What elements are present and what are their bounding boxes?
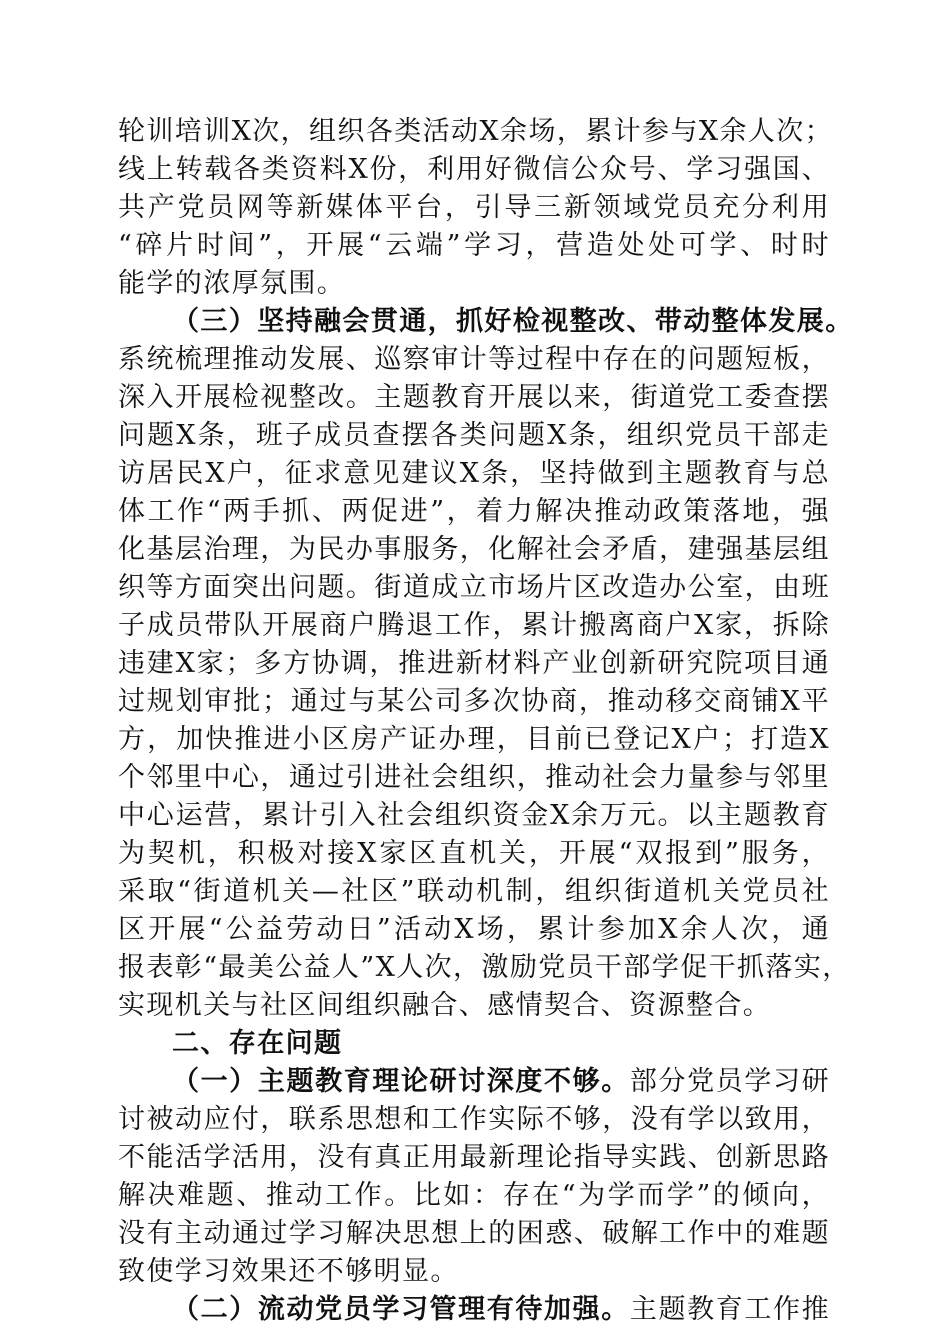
text-run: 主题教育工作推: [629, 1294, 830, 1325]
section-heading: 二、存在问题: [172, 1028, 343, 1059]
text-line: 线上转载各类资料X份，利用好微信公众号、学习强国、: [118, 154, 830, 185]
text-line: 织等方面突出问题。街道成立市场片区改造办公室，由班: [118, 572, 830, 603]
text-line: 为契机，积极对接X家区直机关，开展“双报到”服务，: [118, 838, 830, 869]
text-line: 问题X条，班子成员查摆各类问题X条，组织党员干部走: [118, 420, 830, 451]
text-line: 化基层治理，为民办事服务，化解社会矛盾，建强基层组: [118, 534, 830, 565]
text-line: 深入开展检视整改。主题教育开展以来，街道党工委查摆: [118, 382, 830, 413]
text-line: 轮训培训X次，组织各类活动X余场，累计参与X余人次；: [118, 116, 834, 147]
text-line: 系统梳理推动发展、巡察审计等过程中存在的问题短板，: [118, 344, 830, 375]
subsection-heading: （二）流动党员学习管理有待加强。: [172, 1294, 630, 1325]
subsection-heading: （三）坚持融会贯通，抓好检视整改、带动整体发展。: [172, 306, 854, 337]
text-line: 实现机关与社区间组织融合、感情契合、资源整合。: [118, 990, 772, 1021]
document-body: [118, 113, 854, 1329]
text-line: 个邻里中心，通过引进社会组织，推动社会力量参与邻里: [118, 762, 830, 793]
text-line: [118, 1063, 830, 1101]
text-line: 区开展“公益劳动日”活动X场，累计参加X余人次，通: [118, 914, 830, 945]
text-line: 没有主动通过学习解决思想上的困惑、破解工作中的难题: [118, 1218, 830, 1249]
text-line: 解决难题、推动工作。比如：存在“为学而学”的倾向，: [118, 1180, 830, 1211]
text-line: 共产党员网等新媒体平台，引导三新领域党员充分利用: [118, 192, 830, 223]
text-line: 违建X家；多方协调，推进新材料产业创新研究院项目通: [118, 648, 830, 679]
text-line: 体工作“两手抓、两促进”，着力解决推动政策落地，强: [118, 496, 830, 527]
text-line: 过规划审批；通过与某公司多次协商，推动移交商铺X平: [118, 686, 830, 717]
text-line: 致使学习效果还不够明显。: [118, 1256, 459, 1287]
text-line: 访居民X户，征求意见建议X条，坚持做到主题教育与总: [118, 458, 830, 489]
text-line: 不能活学活用，没有真正用最新理论指导实践、创新思路: [118, 1142, 830, 1173]
text-line: 能学的浓厚氛围。: [118, 268, 346, 299]
text-line: 中心运营，累计引入社会组织资金X余万元。以主题教育: [118, 800, 830, 831]
text-line: [118, 1291, 830, 1329]
text-line: 方，加快推进小区房产证办理，目前已登记X户；打造X: [118, 724, 830, 755]
text-line: 讨被动应付，联系思想和工作实际不够，没有学以致用，: [118, 1104, 830, 1135]
text-line: “碎片时间”，开展“云端”学习，营造处处可学、时时: [118, 230, 830, 261]
subsection-heading: （一）主题教育理论研讨深度不够。: [172, 1066, 630, 1097]
text-line: 报表彰“最美公益人”X人次，激励党员干部学促干抓落实，: [118, 952, 851, 983]
text-run: 部分党员学习研: [629, 1066, 830, 1097]
text-line: 子成员带队开展商户腾退工作，累计搬离商户X家，拆除: [118, 610, 830, 641]
text-line: 采取“街道机关—社区”联动机制，组织街道机关党员社: [118, 876, 830, 907]
